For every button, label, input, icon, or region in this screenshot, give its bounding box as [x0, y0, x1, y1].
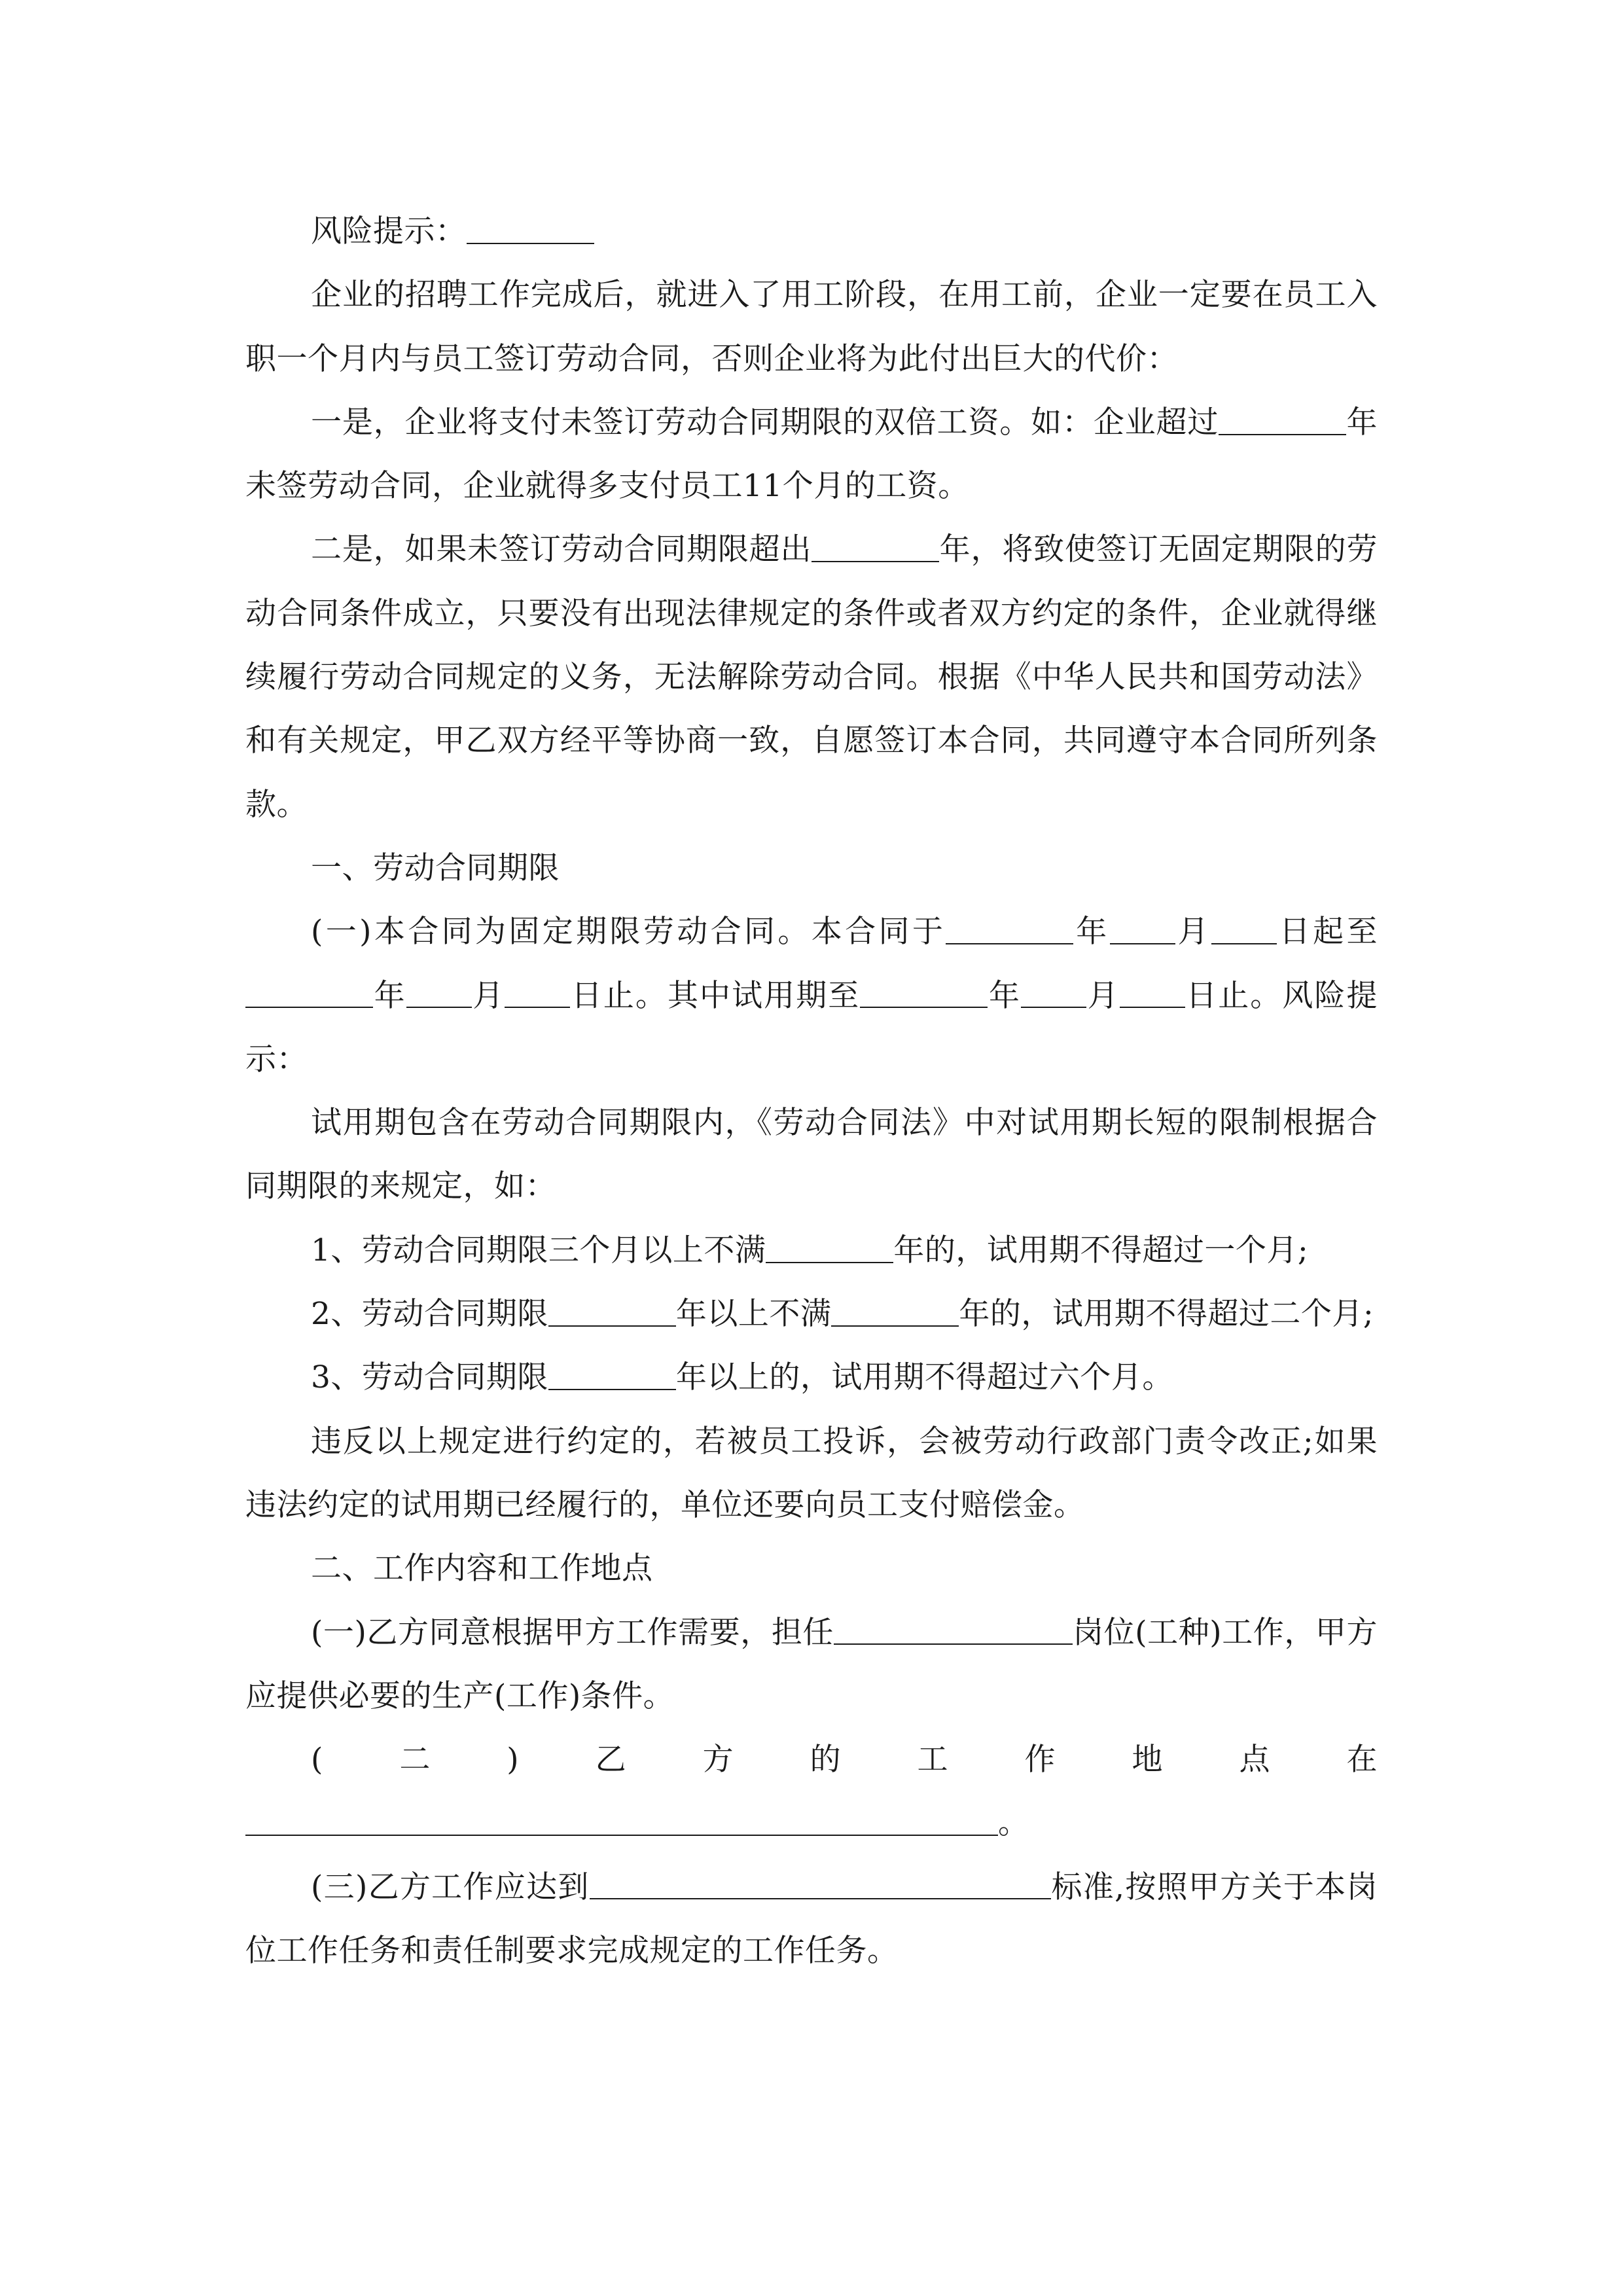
paragraph-hiring: 企业的招聘工作完成后，就进入了用工阶段，在用工前，企业一定要在员工入职一个月内与员工签订劳动合同，否则企业将为此付出巨大的代价： — [245, 277, 1378, 377]
blank-field[interactable] — [467, 212, 594, 244]
paragraph-unfixed-term: 二是，如果未签订劳动合同期限超出 年，将致使签订无固定期限的劳动合同条件成立，只要没有出现法律规定的条件或者双方约定的条件，企业就得继续履行劳动合同规定的义务，无法解除劳动合同。根据《中华人民共和国劳动法》和有关规定，甲乙双方经平等协商一致，自愿签订本合同，共同遵守本合同所列条款。 — [245, 518, 1378, 836]
blank-standard[interactable] — [590, 1867, 1051, 1899]
list-item-2: 2、劳动合同期限 年以上不满 年的，试用期不得超过二个月; — [245, 1282, 1378, 1346]
list-item-3: 3、劳动合同期限 年以上的，试用期不得超过六个月。 — [245, 1346, 1378, 1409]
blank-month[interactable] — [406, 976, 472, 1008]
blank-day[interactable] — [505, 976, 570, 1008]
paragraph-location-blank: 。 — [245, 1791, 1378, 1855]
blank-field[interactable] — [766, 1231, 893, 1263]
blank-month[interactable] — [1110, 912, 1175, 944]
blank-field[interactable] — [1219, 403, 1346, 435]
list-item-1: 1、劳动合同期限三个月以上不满 年的，试用期不得超过一个月; — [245, 1219, 1378, 1282]
contract-body — [245, 200, 1378, 1982]
blank-day[interactable] — [1211, 912, 1277, 944]
paragraph-probation: 试用期包含在劳动合同期限内，《劳动合同法》中对试用期长短的限制根据合同期限的来规定，如： — [245, 1105, 1378, 1205]
paragraph-position: (一)乙方同意根据甲方工作需要，担任 岗位(工种)工作，甲方应提供必要的生产(工作)条件。 — [245, 1601, 1378, 1729]
paragraph-double-wage: 一是，企业将支付未签订劳动合同期限的双倍工资。如：企业超过 年未签劳动合同，企业就得多支付员工11个月的工资。 — [245, 391, 1378, 518]
blank-year[interactable] — [245, 976, 373, 1008]
blank-field[interactable] — [812, 530, 939, 562]
risk-tip-line — [245, 200, 1378, 263]
risk-tip-label: 风险提示： — [311, 213, 467, 249]
blank-day[interactable] — [1120, 976, 1185, 1008]
blank-year[interactable] — [860, 976, 988, 1008]
section-heading-work: 二、工作内容和工作地点 — [311, 1551, 653, 1587]
blank-field[interactable] — [548, 1358, 676, 1390]
blank-position[interactable] — [834, 1613, 1073, 1645]
blank-field[interactable] — [548, 1295, 676, 1327]
blank-location[interactable] — [245, 1804, 998, 1836]
blank-month[interactable] — [1021, 976, 1086, 1008]
blank-field[interactable] — [831, 1295, 959, 1327]
blank-year[interactable] — [946, 912, 1073, 944]
paragraph-location: (二)乙方的工作地点在 — [311, 1742, 1378, 1778]
paragraph-violation: 违反以上规定进行约定的，若被员工投诉，会被劳动行政部门责令改正;如果违法约定的试用期已经履行的，单位还要向员工支付赔偿金。 — [245, 1423, 1378, 1523]
paragraph-contract-dates: (一)本合同为固定期限劳动合同。本合同于 年 月 日起至年 月 日止。其中试用期至 年 月 日止。风险提示： — [245, 900, 1378, 1091]
section-heading-term: 一、劳动合同期限 — [311, 850, 560, 886]
paragraph-standard: (三)乙方工作应达到 标准,按照甲方关于本岗位工作任务和责任制要求完成规定的工作任务。 — [245, 1856, 1378, 1983]
